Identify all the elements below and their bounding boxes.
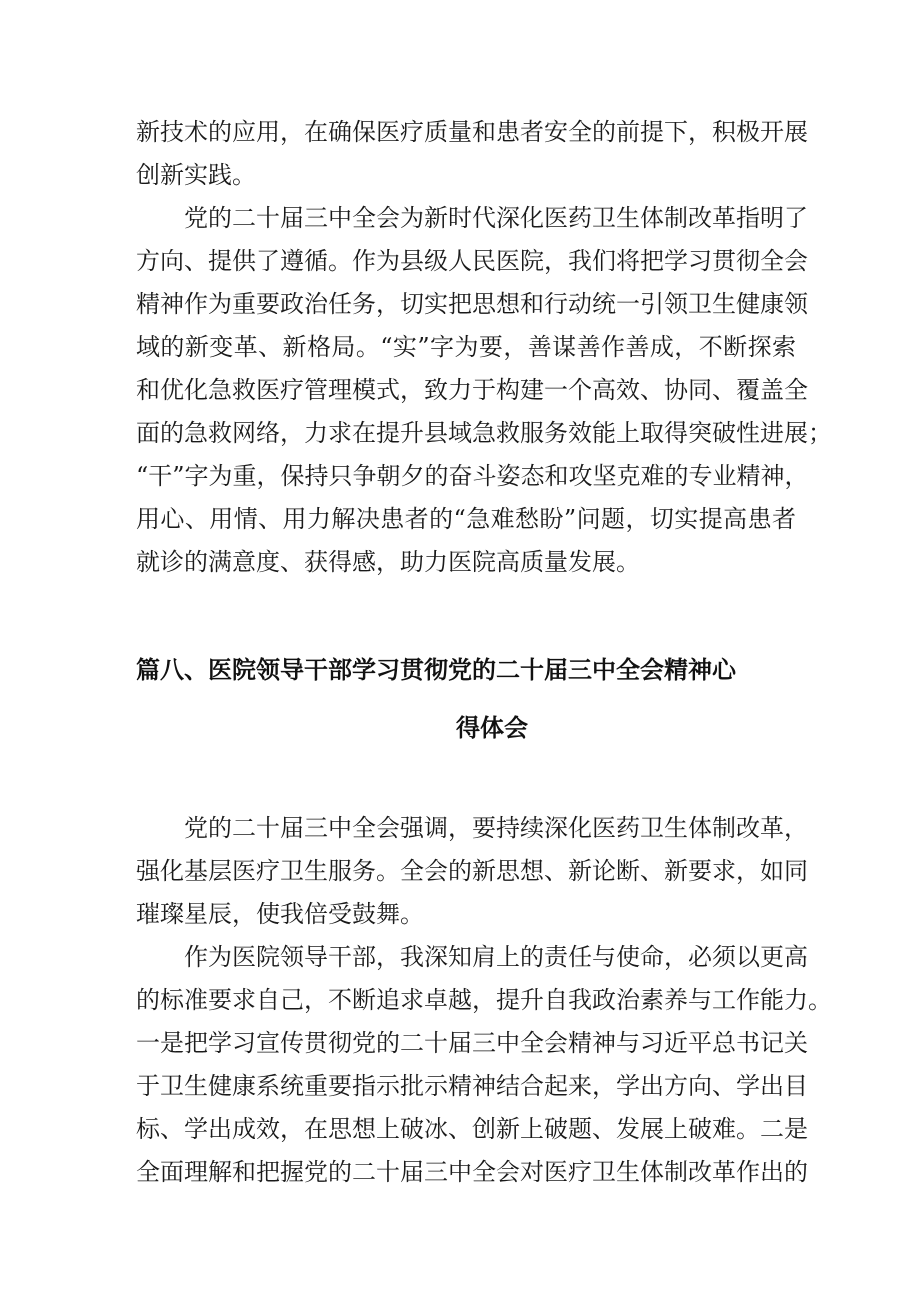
paragraph-line: 一是把学习宣传贯彻党的二十届三中全会精神与习近平总书记关	[136, 1029, 808, 1057]
paragraph-line: 域的新变革、新格局。“实”字为要，善谋善作善成，不断探索	[136, 333, 796, 361]
section-heading-continuation: 得体会	[456, 714, 528, 742]
paragraph-line: 面的急救网络，力求在提升县域急救服务效能上取得突破性进展；	[136, 419, 832, 447]
paragraph-line: 新技术的应用，在确保医疗质量和患者安全的前提下，积极开展	[136, 118, 808, 146]
paragraph-line: 党的二十届三中全会为新时代深化医药卫生体制改革指明了	[184, 204, 808, 232]
paragraph-line: “干”字为重，保持只争朝夕的奋斗姿态和攻坚克难的专业精神，	[136, 462, 809, 490]
paragraph-line: 精神作为重要政治任务，切实把思想和行动统一引领卫生健康领	[136, 290, 808, 318]
paragraph-line: 强化基层医疗卫生服务。全会的新思想、新论断、新要求，如同	[136, 857, 808, 885]
paragraph-line: 方向、提供了遵循。作为县级人民医院，我们将把学习贯彻全会	[136, 247, 808, 275]
paragraph-line: 就诊的满意度、获得感，助力医院高质量发展。	[136, 548, 640, 576]
paragraph-line: 的标准要求自己，不断追求卓越，提升自我政治素养与工作能力。	[136, 986, 832, 1014]
paragraph-line: 党的二十届三中全会强调，要持续深化医药卫生体制改革，	[184, 814, 808, 842]
paragraph-line: 标、学出成效，在思想上破冰、创新上破题、发展上破难。二是	[136, 1115, 808, 1143]
paragraph-line: 全面理解和把握党的二十届三中全会对医疗卫生体制改革作出的	[136, 1158, 808, 1186]
paragraph-line: 作为医院领导干部，我深知肩上的责任与使命，必须以更高	[184, 943, 808, 971]
paragraph-line: 和优化急救医疗管理模式，致力于构建一个高效、协同、覆盖全	[136, 376, 808, 404]
paragraph-line: 用心、用情、用力解决患者的“急难愁盼”问题，切实提高患者	[136, 505, 796, 533]
section-heading: 篇八、医院领导干部学习贯彻党的二十届三中全会精神心	[136, 656, 736, 684]
paragraph-line: 创新实践。	[136, 161, 256, 189]
paragraph-line: 璀璨星辰，使我倍受鼓舞。	[136, 900, 424, 928]
paragraph-line: 于卫生健康系统重要指示批示精神结合起来，学出方向、学出目	[136, 1072, 808, 1100]
